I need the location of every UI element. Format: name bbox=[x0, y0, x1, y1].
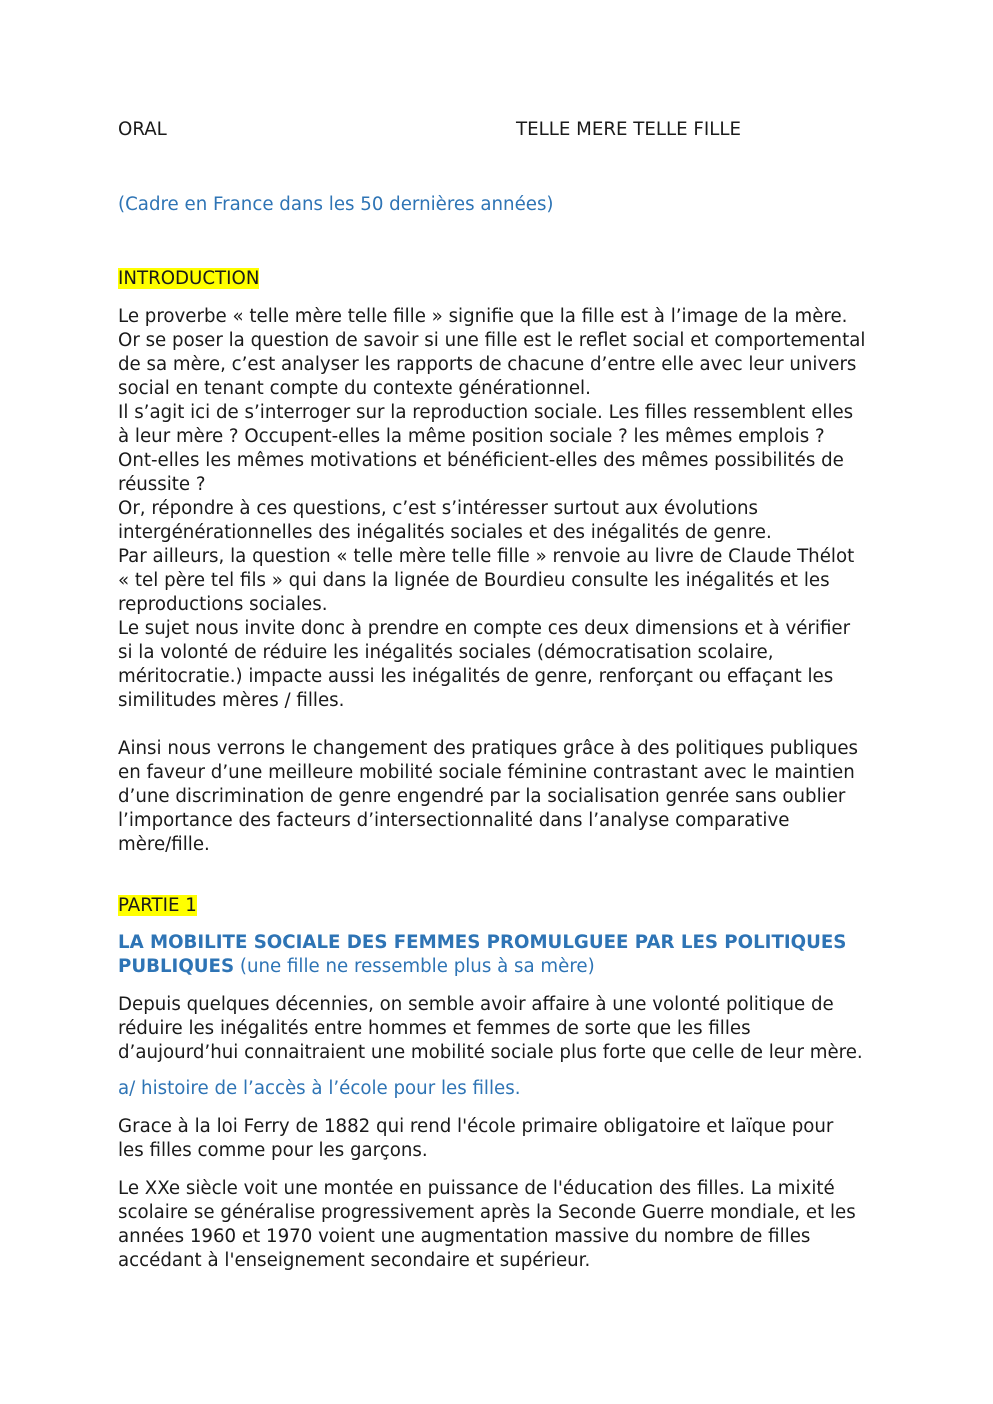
document-header bbox=[118, 118, 878, 142]
intro-line: à leur mère ? Occupent-elles la même position sociale ? les mêmes emplois ? bbox=[118, 426, 825, 447]
paragraph-2-line: scolaire se généralise progressivement après la Seconde Guerre mondiale, et les bbox=[118, 1202, 856, 1223]
header-label-oral: ORAL bbox=[118, 119, 167, 140]
intro-line: « tel père tel fils » qui dans la lignée de Bourdieu consulte les inégalités et les bbox=[118, 570, 830, 591]
plan-line: d’une discrimination de genre engendré par la socialisation genrée sans oublier bbox=[118, 786, 846, 807]
intro-line: Le proverbe « telle mère telle fille » signifie que la fille est à l’image de la mère. bbox=[118, 306, 848, 327]
intro-line: Par ailleurs, la question « telle mère telle fille » renvoie au livre de Claude Thélot bbox=[118, 546, 855, 567]
intro-line: reproductions sociales. bbox=[118, 594, 328, 615]
intro-line: si la volonté de réduire les inégalités sociales (démocratisation scolaire, bbox=[118, 642, 774, 663]
intro-line: méritocratie.) impacte aussi les inégalités de genre, renforçant ou effaçant les bbox=[118, 666, 834, 687]
intro-line: Le sujet nous invite donc à prendre en compte ces deux dimensions et à vérifier bbox=[118, 618, 851, 639]
paragraph-2-line: accédant à l'enseignement secondaire et supérieur. bbox=[118, 1250, 591, 1271]
document-title: TELLE MERE TELLE FILLE bbox=[516, 119, 741, 140]
paragraph-1-line: Grace à la loi Ferry de 1882 qui rend l'école primaire obligatoire et laïque pour bbox=[118, 1116, 834, 1137]
intro-line: de sa mère, c’est analyser les rapports de chacune d’entre elle avec leur univers bbox=[118, 354, 857, 375]
partie1-paragraph-1 bbox=[118, 1115, 878, 1163]
subheading-a: a/ histoire de l’accès à l’école pour les filles. bbox=[118, 1078, 521, 1099]
introduction-label: INTRODUCTION bbox=[118, 268, 260, 289]
plan-line: l’importance des facteurs d’intersectionnalité dans l’analyse comparative bbox=[118, 810, 790, 831]
introduction-paragraph bbox=[118, 305, 878, 713]
paragraph-2-line: Le XXe siècle voit une montée en puissance de l'éducation des filles. La mixité bbox=[118, 1178, 835, 1199]
intro-line: Il s’agit ici de s’interroger sur la reproduction sociale. Les filles ressemblent elles bbox=[118, 402, 854, 423]
partie1-title bbox=[118, 931, 878, 979]
partie1-intro-line: Depuis quelques décennies, on semble avoir affaire à une volonté politique de bbox=[118, 994, 834, 1015]
intro-line: Ont-elles les mêmes motivations et bénéficient-elles des mêmes possibilités de bbox=[118, 450, 844, 471]
plan-line: en faveur d’une meilleure mobilité sociale féminine contrastant avec le maintien bbox=[118, 762, 855, 783]
partie1-intro-line: d’aujourd’hui connaitraient une mobilité sociale plus forte que celle de leur mère. bbox=[118, 1042, 863, 1063]
plan-line: mère/fille. bbox=[118, 834, 210, 855]
intro-line: réussite ? bbox=[118, 474, 206, 495]
paragraph-2-line: années 1960 et 1970 voient une augmentation massive du nombre de filles bbox=[118, 1226, 811, 1247]
intro-line: intergénérationnelles des inégalités sociales et des inégalités de genre. bbox=[118, 522, 772, 543]
intro-line: similitudes mères / filles. bbox=[118, 690, 345, 711]
introduction-heading bbox=[118, 267, 878, 291]
partie1-paragraph-2 bbox=[118, 1177, 878, 1273]
paragraph-1-line: les filles comme pour les garçons. bbox=[118, 1140, 428, 1161]
partie1-intro-line: réduire les inégalités entre hommes et femmes de sorte que les filles bbox=[118, 1018, 751, 1039]
plan-paragraph bbox=[118, 737, 878, 857]
partie1-title-suffix: (une fille ne ressemble plus à sa mère) bbox=[234, 956, 595, 977]
context-note: (Cadre en France dans les 50 dernières années) bbox=[118, 194, 554, 215]
partie1-label: PARTIE 1 bbox=[118, 895, 197, 916]
partie1-title-line1: LA MOBILITE SOCIALE DES FEMMES PROMULGUEE PAR LES POLITIQUES bbox=[118, 932, 847, 953]
intro-line: social en tenant compte du contexte générationnel. bbox=[118, 378, 591, 399]
partie1-intro-paragraph bbox=[118, 993, 878, 1065]
plan-line: Ainsi nous verrons le changement des pratiques grâce à des politiques publiques bbox=[118, 738, 859, 759]
intro-line: Or se poser la question de savoir si une fille est le reflet social et comportemental bbox=[118, 330, 866, 351]
partie1-title-line2: PUBLIQUES bbox=[118, 956, 235, 977]
partie1-heading bbox=[118, 894, 878, 918]
intro-line: Or, répondre à ces questions, c’est s’intéresser surtout aux évolutions bbox=[118, 498, 758, 519]
